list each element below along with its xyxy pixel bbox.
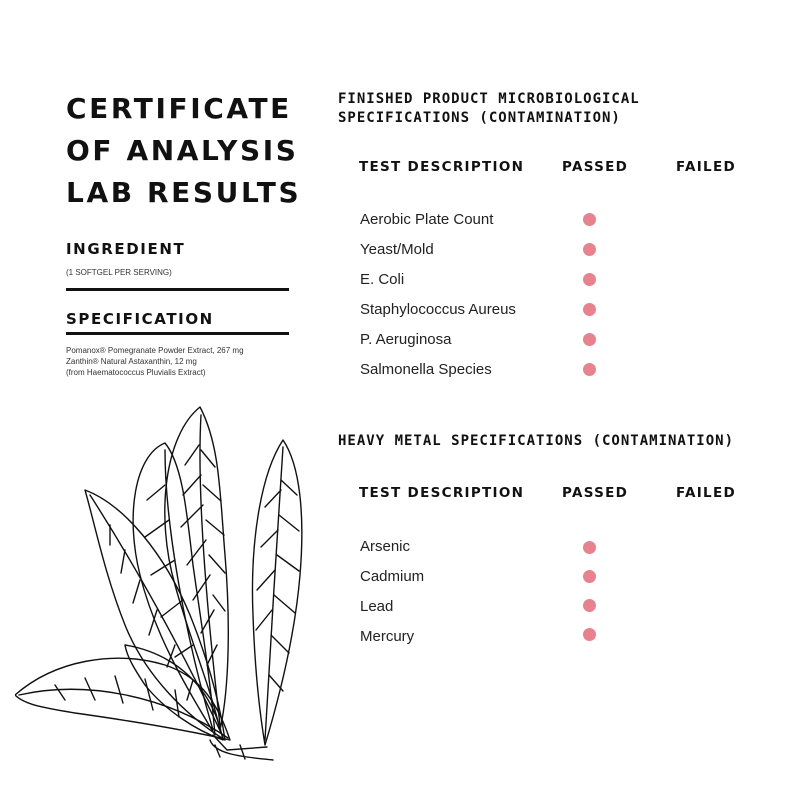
passed-dot <box>583 570 596 583</box>
micro-heading-line-1: FINISHED PRODUCT MICROBIOLOGICAL <box>338 91 640 107</box>
metal-row-test: Mercury <box>360 628 415 645</box>
passed-dot <box>583 273 596 286</box>
metal-col-test: TEST DESCRIPTION <box>359 485 525 501</box>
ingredient-note: (1 SOFTGEL PER SERVING) <box>66 268 172 277</box>
micro-row-test: Aerobic Plate Count <box>360 211 494 228</box>
micro-row-test: Salmonella Species <box>360 361 492 378</box>
micro-row-test: P. Aeruginosa <box>360 331 452 348</box>
micro-row-test: E. Coli <box>360 271 405 288</box>
spec-line-2: Zanthin® Natural Astaxanthin, 12 mg <box>66 357 197 366</box>
ingredient-label: INGREDIENT <box>66 240 186 258</box>
micro-col-failed: FAILED <box>676 159 736 175</box>
spec-line-3: (from Haematococcus Pluvialis Extract) <box>66 368 206 377</box>
passed-dot <box>583 628 596 641</box>
ingredient-divider <box>66 288 289 291</box>
micro-heading-line-2: SPECIFICATIONS (CONTAMINATION) <box>338 110 621 126</box>
metal-row-test: Arsenic <box>360 538 411 555</box>
passed-dot <box>583 599 596 612</box>
micro-row-test: Staphylococcus Aureus <box>360 301 516 318</box>
page-title <box>66 88 316 214</box>
title-line-2: OF ANALYSIS <box>66 134 299 167</box>
micro-heading <box>338 90 640 128</box>
metal-row-test: Cadmium <box>360 568 425 585</box>
micro-col-test: TEST DESCRIPTION <box>359 159 525 175</box>
metal-col-failed: FAILED <box>676 485 736 501</box>
metal-row-test: Lead <box>360 598 394 615</box>
passed-dot <box>583 541 596 554</box>
specification-label: SPECIFICATION <box>66 310 214 328</box>
passed-dot <box>583 303 596 316</box>
title-line-3: LAB RESULTS <box>66 176 302 209</box>
specification-text <box>66 345 244 378</box>
leaf-plant-illustration-icon <box>15 395 315 775</box>
spec-line-1: Pomanox® Pomegranate Powder Extract, 267 mg <box>66 346 244 355</box>
specification-divider <box>66 332 289 335</box>
passed-dot <box>583 243 596 256</box>
metal-col-passed: PASSED <box>562 485 629 501</box>
passed-dot <box>583 333 596 346</box>
passed-dot <box>583 213 596 226</box>
heavy-metal-heading: HEAVY METAL SPECIFICATIONS (CONTAMINATION) <box>338 433 735 449</box>
passed-dot <box>583 363 596 376</box>
micro-col-passed: PASSED <box>562 159 629 175</box>
title-line-1: CERTIFICATE <box>66 92 292 125</box>
micro-row-test: Yeast/Mold <box>360 241 434 258</box>
